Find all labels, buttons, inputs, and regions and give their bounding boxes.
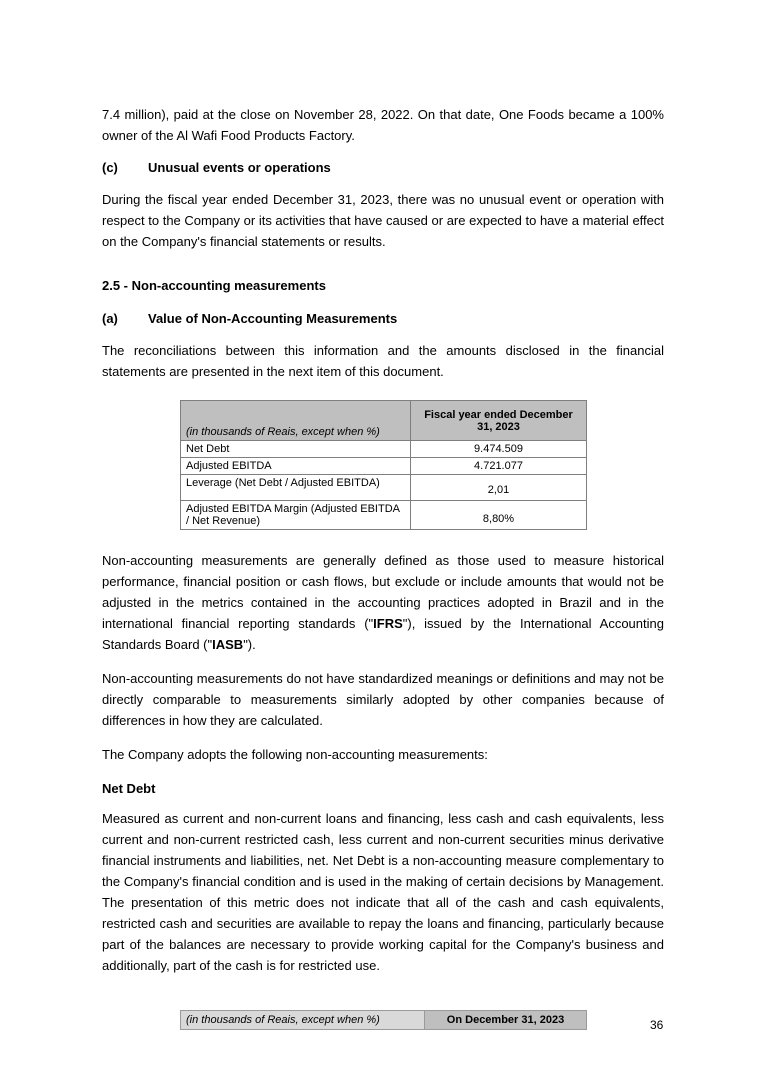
text-segment: "). — [243, 637, 256, 652]
text-segment: Non-accounting measurements are generally defined as those used to measure historical performance, financial position or cash flows, but exclude or include amounts that would not be adjusted in the metrics contained in the accounting practices adopted in Brazil and in the international financial reporting standards (" — [102, 553, 664, 631]
paragraph-intro: 7.4 million), paid at the close on November 28, 2022. On that date, One Foods became a 100% owner of the Al Wafi Food Products Factory. — [102, 107, 664, 143]
bottom-table-header — [180, 1010, 587, 1030]
paragraph-nonaccounting-definition — [102, 550, 664, 655]
table-header-row — [181, 401, 587, 441]
paragraph-adopts: The Company adopts the following non-accounting measurements: — [102, 747, 488, 762]
table-row-ebitda-margin — [181, 501, 587, 530]
paragraph-unusual-events: During the fiscal year ended December 31, 2023, there was no unusual event or operation with respect to the Company or its activities that have caused or are expected to have a material effect on the Company's financial statements or results. — [102, 192, 664, 249]
heading-unusual-events — [102, 160, 664, 175]
heading-section-2-5: 2.5 - Non-accounting measurements — [102, 278, 326, 293]
heading-value-measurements — [102, 311, 664, 326]
heading-value-measurements-title: Value of Non-Accounting Measurements — [148, 311, 398, 326]
row-value: 9.474.509 — [411, 441, 587, 458]
bottom-table-header-row — [181, 1011, 587, 1030]
paragraph-net-debt-definition: Measured as current and non-current loans and financing, less cash and cash equivalents, less current and non-current restricted cash, less current and non-current securities minus derivative financial instruments and liabilities, net. Net Debt is a non-accounting measure complementary to the Company's financial condition and is used in the making of certain decisions by Management. The presentation of this metric does not indicate that all of the cash and cash equivalents, restricted cash and securities are available to repay the loans and financing, particularly because part of the balances are necessary to provide working capital for the Company's business and additionally, part of the cash is for restricted use. — [102, 811, 664, 973]
bottom-table-date: On December 31, 2023 — [425, 1011, 587, 1030]
financial-metrics-table-header — [181, 401, 587, 441]
text-segment: "), issued by the International Accounting Standards Board (" — [102, 616, 664, 652]
table-row-net-debt — [181, 441, 587, 458]
heading-net-debt: Net Debt — [102, 781, 156, 796]
term-ifrs: IFRS — [373, 616, 403, 631]
document-page — [102, 104, 664, 1030]
term-iasb: IASB — [212, 637, 244, 652]
financial-metrics-table-body — [181, 441, 587, 530]
table-row-adjusted-ebitda — [181, 458, 587, 475]
table-row-leverage — [181, 475, 587, 501]
paragraph-standardized: Non-accounting measurements do not have standardized meanings or definitions and may not be directly comparable to measurements similarly adopted by other companies because of differences in how they are calculated. — [102, 671, 664, 728]
row-label: Adjusted EBITDA — [181, 458, 411, 475]
row-value: 4.721.077 — [411, 458, 587, 475]
heading-value-measurements-label: (a) — [102, 311, 118, 326]
heading-unusual-events-title: Unusual events or operations — [148, 160, 331, 175]
row-label: Net Debt — [181, 441, 411, 458]
table-header-period: Fiscal year ended December 31, 2023 — [411, 401, 587, 441]
table-header-units: (in thousands of Reais, except when %) — [181, 401, 411, 441]
row-label: Leverage (Net Debt / Adjusted EBITDA) — [181, 475, 411, 501]
page-number: 36 — [650, 1018, 664, 1032]
bottom-table-units: (in thousands of Reais, except when %) — [181, 1011, 425, 1030]
heading-unusual-events-label: (c) — [102, 160, 118, 175]
row-label: Adjusted EBITDA Margin (Adjusted EBITDA / Net Revenue) — [181, 501, 411, 530]
row-value: 8,80% — [411, 501, 587, 530]
financial-metrics-table — [180, 400, 587, 530]
row-value: 2,01 — [411, 475, 587, 501]
paragraph-reconciliations: The reconciliations between this information and the amounts disclosed in the financial statements are presented in the next item of this document. — [102, 343, 664, 379]
